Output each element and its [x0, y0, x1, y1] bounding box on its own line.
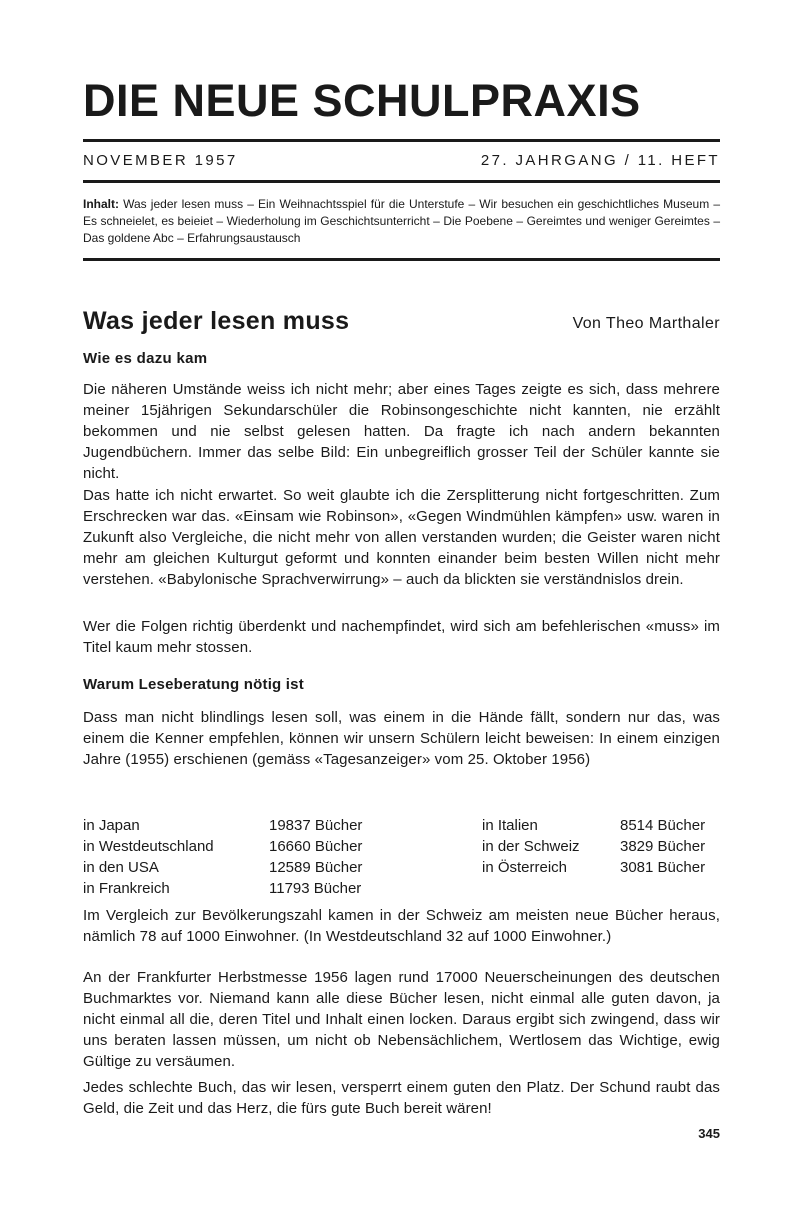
stat-books: 3829 Bücher [620, 838, 706, 855]
paragraph-4: Dass man nicht blindlings lesen soll, was einem in die Hände fällt, sondern nur das, was einem die Kenner empfehlen, können wir unsern Schülern leicht beweisen: In einem einzigen Jahre (1955) erschienen (gemäss «Tagesanzeiger» vom 25. Oktober 1956) [83, 709, 720, 768]
table-of-contents [83, 196, 720, 247]
contents-rule [83, 258, 720, 261]
article-title: Was jeder lesen muss [83, 307, 350, 335]
stat-country: in Japan [83, 817, 140, 834]
stat-country: in der Schweiz [482, 838, 580, 855]
paragraph-7: Jedes schlechte Buch, das wir lesen, versperrt einem guten den Platz. Der Schund raubt das Geld, die Zeit und das Herz, die fürs gute Buch bereit wären! [83, 1079, 720, 1117]
paragraph-5: Im Vergleich zur Bevölkerungszahl kamen in der Schweiz am meisten neue Bücher heraus, nämlich 78 auf 1000 Einwohner. (In Westdeutschland 32 auf 1000 Einwohner.) [83, 907, 720, 945]
stat-country: in Italien [482, 817, 538, 834]
stat-country: in Frankreich [83, 880, 170, 897]
article-author: Von Theo Marthaler [572, 315, 720, 332]
journal-title: DIE NEUE SCHULPRAXIS [83, 75, 641, 126]
paragraph-3: Wer die Folgen richtig überdenkt und nachempfindet, wird sich am befehlerischen «muss» im Titel kaum mehr stossen. [83, 618, 720, 656]
stat-country: in Österreich [482, 859, 568, 876]
page-number: 345 [698, 1126, 720, 1141]
contents-text: Was jeder lesen muss – Ein Weihnachtsspiel für die Unterstufe – Wir besuchen ein geschichtliches Museum – Es schneielet, es beieiet – Wiederholung im Geschichtsunterricht – Die Poebene – Gereimtes und weniger Gereimtes – Das goldene Abc – Erfahrungsaustausch [83, 197, 720, 245]
issue-number: 27. JAHRGANG / 11. HEFT [480, 152, 720, 169]
section-heading-2: Warum Leseberatung nötig ist [83, 676, 304, 693]
stat-books: 19837 Bücher [269, 817, 363, 834]
stat-country: in den USA [83, 859, 159, 876]
paragraph-2: Das hatte ich nicht erwartet. So weit glaubte ich die Zersplitterung nicht fortgeschritten. Zum Erschrecken war das. «Einsam wie Robinson», «Gegen Windmühlen kämpfen» usw. waren in Zukunft also Vergleiche, die nicht mehr von allen verstanden wurden; die Geister waren nicht mehr am gleichen Kulturgut geformt und konnten einander beim besten Willen nicht mehr verstehen. «Babylonische Sprachverwirrung» – auch da blickten sie verständnislos drein. [83, 487, 720, 588]
stat-books: 8514 Bücher [620, 817, 706, 834]
section-heading-1: Wie es dazu kam [83, 350, 208, 367]
stat-country: in Westdeutschland [83, 838, 214, 855]
header-rule-bottom [83, 180, 720, 183]
stat-books: 12589 Bücher [269, 859, 363, 876]
paragraph-6: An der Frankfurter Herbstmesse 1956 lagen rund 17000 Neuerscheinungen des deutschen Buchmarktes vor. Niemand kann alle diese Bücher lesen, nicht einmal alle guten davon, ja nicht einmal all die, deren Titel und Inhalt einen locken. Daraus ergibt sich zwingend, dass wir uns beraten lassen müssen, um nicht ob Nebensächlichem, Wertlosem das Wichtige, ewig Gültige zu versäumen. [83, 969, 720, 1070]
stat-books: 16660 Bücher [269, 838, 363, 855]
issue-date: NOVEMBER 1957 [83, 152, 238, 169]
header-rule-top [83, 139, 720, 142]
contents-label: Inhalt: [83, 197, 119, 211]
paragraph-1: Die näheren Umstände weiss ich nicht mehr; aber eines Tages zeigte es sich, dass mehrere meiner 15jährigen Sekundarschüler die Robinsongeschichte nicht kannten, nie erzählt bekommen und nie selbst gelesen hatten. Da fragte ich nach andern bekannten Jugendbüchern. Immer das selbe Bild: Ein unbegreiflich grosser Teil der Schüler kannte sie nicht. [83, 381, 720, 482]
stat-books: 3081 Bücher [620, 859, 706, 876]
stat-books: 11793 Bücher [269, 880, 362, 897]
